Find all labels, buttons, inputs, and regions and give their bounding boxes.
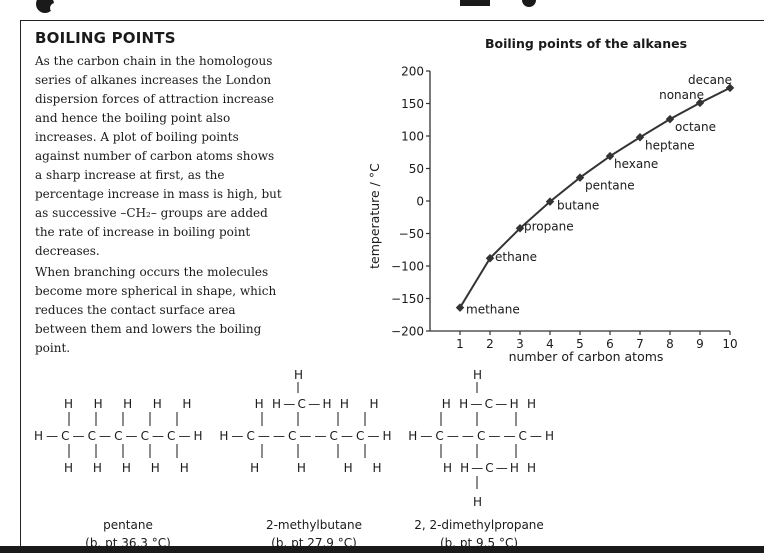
- data-label: hexane: [614, 157, 659, 172]
- y-tick-label: 50: [408, 162, 424, 176]
- x-tick-label: 6: [606, 337, 614, 351]
- structure-name-2-methylbutane: 2-methylbutane: [265, 518, 363, 532]
- structure-bp-dimethylpropane: (b. pt 9.5 °C): [439, 536, 519, 550]
- structure-bp-2-methylbutane: (b. pt 27.9 °C): [271, 536, 357, 550]
- structure-name-dimethylpropane: 2, 2-dimethylpropane: [414, 518, 544, 532]
- data-label: ethane: [495, 250, 538, 265]
- top-heading-fragment: [0, 0, 764, 20]
- y-tick-label: −50: [398, 227, 424, 241]
- formula-row-top: H: [294, 368, 304, 382]
- x-tick-label: 7: [636, 337, 644, 351]
- y-tick-label: −200: [391, 324, 424, 339]
- data-label: methane: [466, 302, 520, 317]
- boiling-points-chart: [350, 28, 750, 364]
- formula-row-4: H—C—C—C—C—C—H H—C——C——C—C—H H—C——C——C—H: [34, 429, 554, 443]
- structure-bp-pentane: (b. pt 36.3 °C): [85, 536, 171, 550]
- y-tick-label: 100: [401, 129, 424, 144]
- formula-row-top: H: [473, 368, 483, 382]
- x-tick-label: 5: [576, 337, 584, 351]
- data-label: heptane: [645, 138, 695, 153]
- structure-name-pentane: pentane: [103, 518, 153, 532]
- formula-row-bottom: H: [473, 495, 483, 509]
- y-tick-label: 200: [401, 64, 424, 79]
- y-tick-label: 0: [416, 194, 424, 209]
- data-label: nonane: [659, 87, 704, 102]
- data-label: pentane: [585, 178, 635, 193]
- x-tick-label: 2: [486, 337, 494, 351]
- x-tick-label: 8: [666, 337, 674, 351]
- y-tick-label: 150: [401, 97, 424, 111]
- chart-title: Boiling points of the alkanes: [484, 36, 688, 51]
- data-label: butane: [557, 198, 600, 213]
- y-tick-label: −100: [391, 259, 424, 274]
- formula-row-2: H H H H H H H—C—H H H H H—C—H H: [64, 397, 537, 411]
- x-axis-label: number of carbon atoms: [508, 349, 664, 364]
- paragraph-boiling-trend: As the carbon chain in the homologous series of alkanes increases the London dispersion forces of attraction increase and hence the boiling point also increases. A plot of boiling points against number of carbon atoms shows a sharp increase at first, as the percentage increase in mass is high, but as successive –CH₂– groups are added the rate of increase in boiling point decreases.: [35, 54, 282, 258]
- cropped-heading-glyphs: [0, 0, 764, 20]
- data-label: decane: [688, 72, 732, 87]
- x-tick-label: 4: [546, 337, 554, 351]
- section-heading: BOILING POINTS: [35, 29, 176, 47]
- y-tick-label: −150: [391, 292, 424, 306]
- data-label: propane: [524, 219, 574, 234]
- x-tick-label: 10: [722, 337, 738, 351]
- formula-row-6: H H H H H H H H H H H—C—H H: [64, 461, 536, 475]
- data-label: octane: [675, 120, 716, 135]
- x-tick-label: 9: [696, 337, 704, 351]
- paragraph-branching: When branching occurs the molecules become more spherical in shape, which reduces the contact surface area between them and lowers the boiling point.: [35, 265, 277, 355]
- structural-formulas: [0, 360, 764, 553]
- x-tick-label: 3: [516, 337, 524, 351]
- x-tick-label: 1: [456, 337, 464, 351]
- y-axis-label: temperature / °C: [367, 163, 382, 269]
